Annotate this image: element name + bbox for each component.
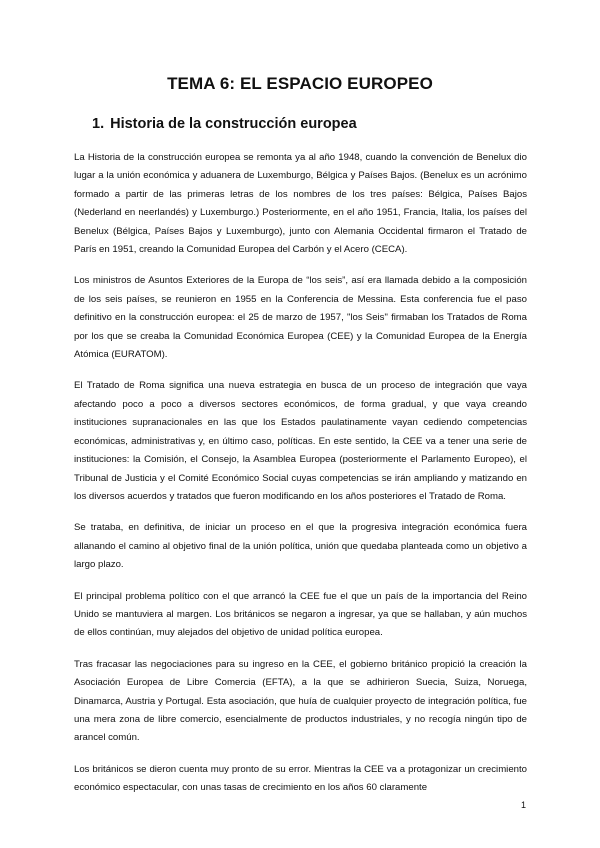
body-text	[74, 149, 527, 811]
paragraph-7: Los británicos se dieron cuenta muy pronto de su error. Mientras la CEE va a protagonizar un crecimiento económico espectacular, con unas tasas de crecimiento en los años 60 claramente	[74, 763, 527, 794]
paragraph-1: La Historia de la construcción europea se remonta ya al año 1948, cuando la convención de Benelux dio lugar a la unión económica y aduanera de Luxemburgo, Bélgica y Países Bajos. (Benelux es un acrónimo formado a partir de las primeras letras de los nombres de los tres países: Bélgica, Países Bajos (Nederland en neerlandés) y Luxemburgo.) Posteriormente, en el año 1951, Francia, Italia, los países del Benelux (Bélgica, Países Bajos y Luxemburgo), junto con Alemania Occidental firmaron el Tratado de París en 1951, creando la Comunidad Europea del Carbón y el Acero (CECA).	[74, 152, 527, 256]
section-heading	[92, 116, 357, 132]
paragraph-2: Los ministros de Asuntos Exteriores de la Europa de “los seis”, así era llamada debido a la composición de los seis países, se reunieron en 1955 en la Conferencia de Messina. Esta conferencia fue el paso definitivo en la construcción europea: el 25 de marzo de 1957, "los Seis" firmaban los Tratados de Roma por los que se creaba la Comunidad Económica Europea (CEE) y la Comunidad Europea de la Energía Atómica (EURATOM).	[74, 275, 527, 361]
paragraph-5: El principal problema político con el que arrancó la CEE fue el que un país de la importancia del Reino Unido se mantuviera al margen. Los británicos se negaron a ingresar, ya que se hallaban, y aún muchos de ellos continúan, muy alejados del objetivo de unidad política europea.	[74, 590, 527, 639]
paragraph-6: Tras fracasar las negociaciones para su ingreso en la CEE, el gobierno británico propició la creación la Asociación Europea de Libre Comercia (EFTA), a la que se adhirieron Suecia, Suiza, Noruega, Dinamarca, Austria y Portugal. Esta asociación, que huía de cualquier proyecto de integración política, fue una mera zona de libre comercio, esencialmente de productos industriales, y no recogía ningún tipo de arancel común.	[74, 658, 527, 744]
page-number: 1	[520, 800, 526, 810]
document-title: TEMA 6: EL ESPACIO EUROPEO	[167, 74, 433, 93]
section-number: 1.	[92, 116, 105, 132]
section-heading-text: Historia de la construcción europea	[110, 116, 357, 132]
paragraph-4: Se trataba, en definitiva, de iniciar un proceso en el que la progresiva integración económica fuera allanando el camino al objetivo final de la unión política, unión que quedaba planteada como un objetivo a largo plazo.	[74, 522, 527, 571]
paragraph-3: El Tratado de Roma significa una nueva estrategia en busca de un proceso de integración que vaya afectando poco a poco a diversos sectores económicos, de forma gradual, y que vaya creando instituciones supranacionales en las que los Estados paulatinamente vayan cediendo competencias económicas, administrativas y, en último caso, políticas. En este sentido, la CEE va a tener una serie de instituciones: la Comisión, el Consejo, la Asamblea Europea (posteriormente el Parlamento Europeo), el Tribunal de Justicia y el Comité Económico Social cuyas competencias se irán ampliando y matizando en los diversos acuerdos y tratados que fueron modificando en los años posteriores el Tratado de Roma.	[74, 380, 527, 502]
